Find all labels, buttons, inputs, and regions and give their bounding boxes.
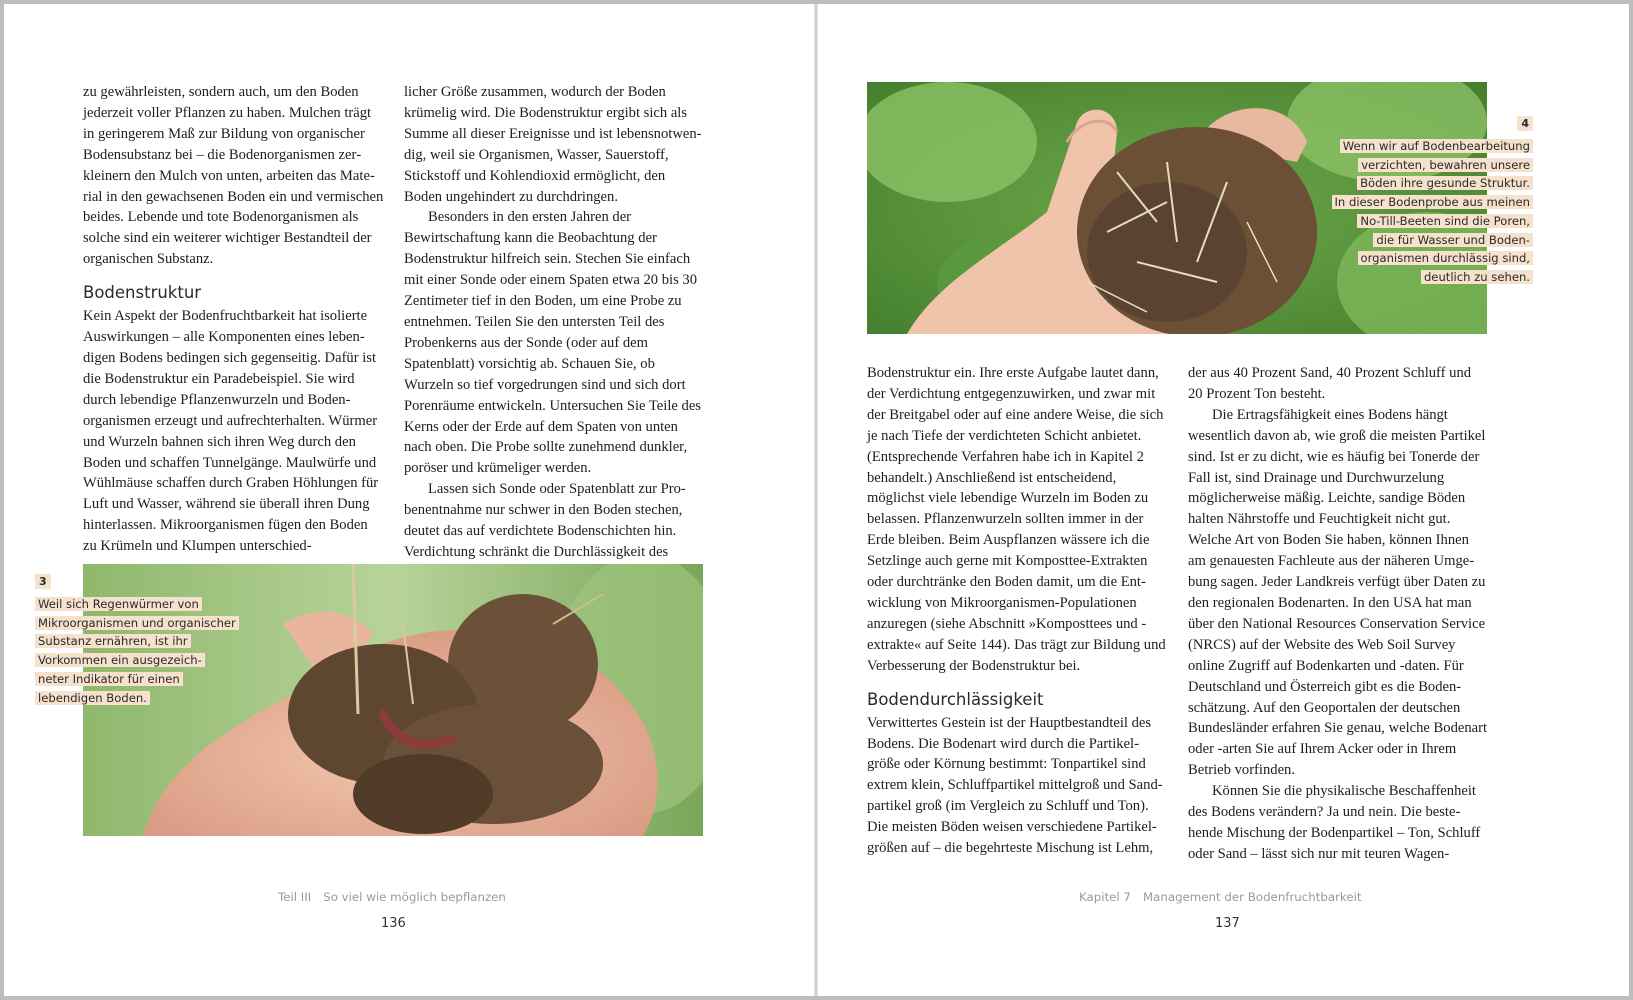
right-page	[818, 4, 1629, 996]
caption-line: Weil sich Regenwürmer von	[35, 597, 202, 611]
footer-title: So viel wie möglich bepflanzen	[323, 890, 506, 904]
photo-caption-4	[1258, 114, 1533, 287]
paragraph: der aus 40 Prozent Sand, 40 Prozent Schluff und 20 Prozent Ton besteht.	[1188, 365, 1472, 402]
caption-line: Mikroorganismen und organischer	[35, 616, 239, 630]
right-column-2	[1188, 363, 1488, 865]
paragraph: Können Sie die physikalische Beschaffenheit des Bodens verändern? Ja und nein. Die bestehende Mischung der Bodenpartikel – Ton, Schluff oder Sand – lässt sich nur mit teuren Wagen-	[1188, 783, 1481, 862]
paragraph: Lassen sich Sonde oder Spatenblatt zur Probenentnahme nur schwer in den Boden stechen, deutet das auf verdichtete Bodenschichten hin. Verdichtung schränkt die Durchlässigkeit des	[404, 481, 686, 560]
left-column-1	[83, 82, 385, 557]
footer-chapter: Kapitel 7	[1079, 890, 1131, 904]
caption-line: die für Wasser und Boden-	[1373, 233, 1533, 247]
running-footer	[1079, 890, 1362, 904]
caption-line: organismen durchlässig sind,	[1358, 251, 1533, 265]
caption-line: In dieser Bodenprobe aus meinen	[1332, 195, 1533, 209]
photo-caption-3	[35, 572, 255, 707]
paragraph: Besonders in den ersten Jahren der Bewirtschaftung kann die Beobachtung der Bodenstruktur hilfreich sein. Stechen Sie einfach mit einer Sonde oder einem Spaten etwa 20 bis 30 Zentimeter tief in den Boden, um eine Probe zu entnehmen. Teilen Sie den untersten Teil des Probenkerns aus der Sonde (oder auf dem Spatenblatt) vorsichtig ab. Schauen Sie, ob Wurzeln so tief vorgedrungen sind und sich dort Porenräume entwickeln. Untersuchen Sie Teile des Kerns oder der Erde auf dem Spaten von unten nach oben. Die Probe sollte zunehmend dunkler, poröser und krümeliger werden.	[404, 209, 701, 477]
caption-line: verzichten, bewahren unsere	[1358, 158, 1533, 172]
caption-line: Vorkommen ein ausgezeich-	[35, 653, 205, 667]
left-column-2	[404, 82, 706, 584]
left-page	[4, 4, 814, 996]
caption-line: deutlich zu sehen.	[1421, 270, 1533, 284]
page-number: 137	[1215, 916, 1240, 931]
caption-line: Wenn wir auf Bodenbearbeitung	[1340, 139, 1533, 153]
caption-line: No-Till-Beeten sind die Poren,	[1357, 214, 1533, 228]
right-column-1	[867, 363, 1167, 859]
paragraph: Die Ertragsfähigkeit eines Bodens hängt wesentlich davon ab, wie groß die meisten Partikel sind. Ist er zu dicht, wie es häufig bei Tonerde der Fall ist, sind Drainage und Durchwurzelung möglicherweise mäßig. Leichte, sandige Böden halten Nährstoffe und Feuchtigkeit nicht gut. Welche Art von Boden Sie haben, können Ihnen am genauesten Fachleute aus der näheren Umgebung sagen. Jeder Landkreis verfügt über Daten zu den regionalen Bodenarten. In den USA hat man über den National Resources Conservation Service (NRCS) auf der Website des Web Soil Survey online Zugriff auf Bodenkarten und -daten. Für Deutschland und Österreich gibt es die Bodenschätzung. Auf den Geoportalen der deutschen Bundesländer erfahren Sie genau, welche Bodenart oder -arten Sie auf Ihrem Acker oder in Ihrem Betrieb vorfinden.	[1188, 406, 1488, 779]
caption-number: 3	[35, 574, 51, 589]
caption-line: Böden ihre gesunde Struktur.	[1357, 176, 1533, 190]
section-heading-bodenstruktur: Bodenstruktur	[83, 283, 202, 303]
paragraph: zu gewährleisten, sondern auch, um den Boden jederzeit voller Pflanzen zu haben. Mulchen trägt in geringerem Maß zur Bildung von organischer Bodensubstanz bei – die Bodenorganismen zerkleinern den Mulch von unten, arbeiten das Material in den gewachsenen Boden ein und vermischen beides. Lebende und tote Bodenorganismen als solche sind ein weiterer wichtiger Bestandteil der organischen Substanz.	[83, 84, 384, 268]
footer-part: Teil III	[278, 890, 312, 904]
footer-title: Management der Bodenfruchtbarkeit	[1142, 890, 1362, 904]
paragraph: licher Größe zusammen, wodurch der Boden krümelig wird. Die Bodenstruktur ergibt sich als Summe all dieser Ereignisse und ist lebensnotwendig, weil sie Organismen, Wasser, Sauerstoff, Stickstoff und Kohlendioxid ermöglicht, den Boden ungehindert zu durchdringen.	[404, 84, 702, 205]
section-heading-bodendurchlaessigkeit: Bodendurchlässigkeit	[867, 689, 1044, 709]
running-footer	[278, 890, 506, 904]
paragraph: Bodenstruktur ein. Ihre erste Aufgabe lautet dann, der Verdichtung entgegenzuwirken, und zwar mit der Breitgabel oder auf eine andere Weise, die sich je nach Tiefe der verdichteten Schicht anbietet. (Entsprechende Verfahren habe ich in Kapitel 2 behandelt.) Anschließend ist entscheidend, möglichst viele lebendige Wurzeln im Boden zu belassen. Pflanzenwurzeln sollten immer in der Erde bleiben. Beim Auspflanzen wässere ich die Setzlinge auch gerne mit Komposttee-Extrakten oder durchtränke den Boden damit, um die Entwicklung von Mikroorganismen-Populationen anzuregen (siehe Abschnitt »Komposttees und -extrakte« auf Seite 144). Das trägt zur Bildung und Verbesserung der Bodenstruktur bei.	[867, 365, 1166, 674]
caption-line: neter Indikator für einen	[35, 672, 183, 686]
paragraph: Kein Aspekt der Bodenfruchtbarkeit hat isolierte Auswirkungen – alle Komponenten eines lebendigen Bodens bedingen sich gegenseitig. Dafür ist die Bodenstruktur ein Paradebeispiel. Sie wird durch lebendige Pflanzenwurzeln und Bodenorganismen erzeugt und aufrechterhalten. Würmer und Wurzeln bahnen sich ihren Weg durch den Boden und schaffen Tunnelgänge. Maulwürfe und Wühlmäuse schaffen durch Graben Höhlungen für Luft und Wasser, während sie überall ihren Dung hinterlassen. Mikroorganismen fügen den Boden zu Krümeln und Klumpen unterschied-	[83, 308, 379, 555]
caption-number: 4	[1517, 116, 1533, 131]
caption-line: Substanz ernähren, ist ihr	[35, 634, 191, 648]
page-number: 136	[381, 916, 406, 931]
caption-line: lebendigen Boden.	[35, 691, 150, 705]
paragraph: Verwittertes Gestein ist der Hauptbestandteil des Bodens. Die Bodenart wird durch die Partikelgröße oder Körnung bestimmt: Tonpartikel sind extrem klein, Schluffpartikel mittelgroß und Sandpartikel groß (im Vergleich zu Schluff und Ton). Die meisten Böden weisen verschiedene Partikelgrößen auf – die begehrteste Mischung ist Lehm,	[867, 714, 1163, 857]
